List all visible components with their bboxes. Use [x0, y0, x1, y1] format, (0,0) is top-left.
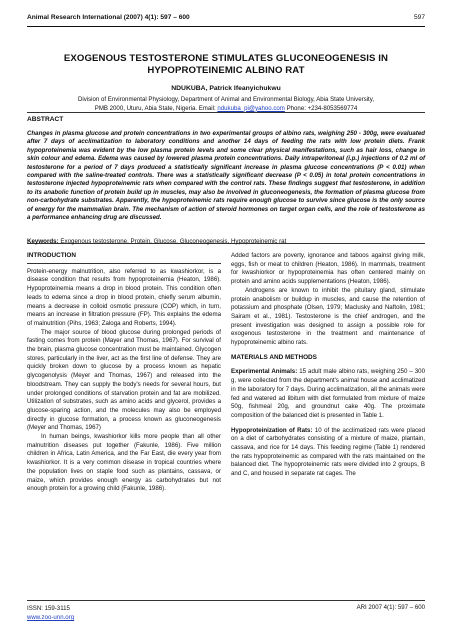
footer-citation: ARI 2007 4(1): 597 – 600 [356, 604, 425, 611]
methods-paragraph-1 [231, 368, 425, 420]
keywords-label: Keywords: [27, 238, 59, 245]
issn: ISSN: 159-3115 [27, 605, 70, 612]
author-name: NDUKUBA, Patrick Ifeanyichukwu [171, 85, 281, 92]
methods-heading: MATERIALS AND METHODS [231, 353, 317, 361]
experimental-animals-text: 15 adult male albino rats, weighing 250 – 300 g, were collected from the department's animal house and acclimatized in the laboratory for 7 days. During acclimatization, all the animals were fed and watered ad libitum with diet formulated from mixture of maize 50g, fishmeal 20g, and groundnut cake 40g. The proximate composition of the balanced diet is presented in Table 1. [231, 368, 425, 419]
header-rule [27, 26, 425, 27]
methods-paragraph-2 [231, 427, 425, 479]
affiliation-address: PMB 2000, Uturu, Abia State, Nigeria. Email: [94, 104, 218, 112]
website-link[interactable]: www.zoo-unn.org [27, 614, 75, 621]
introduction-heading: INTRODUCTION [27, 252, 76, 259]
footer-rule [27, 600, 425, 601]
author-affiliation [27, 96, 425, 113]
affiliation-phone: Phone: +234-8053569774 [284, 104, 358, 112]
intro-paragraph-2: The major source of blood glucose during prolonged periods of fasting comes from protein (Mayer and Thomas, 1967). For survival of the brain, plasma glucose concentration must be maintained. Glycogen stores, particularly in the liver, act as the first line of defense. They are quickly broken down to glucose by a process known as hepatic glycogenolysis (Meyer and Thomas, 1967) and released into the bloodstream. They can supply the body's needs for several hours, but under prolonged conditions of starvation protein and fat are mobilized. Utilization of substrates, such as amino acids and glycerol, provides a glucose-sparing action, and the molecules may also be employed directly in glucose formation, a process known as gluconeogenesis (Meyer and Thomas, 1967) [27, 328, 221, 432]
abstract-text: Changes in plasma glucose and protein concentrations in two experimental groups of albino rats, weighing 250 - 300g, were evaluated after 7 days of acclimatization to laboratory conditions and another 14 days of feeding the rats with low protein diets. Frank hypoproteinemia was evident by the low plasma protein levels and some clear physical manifestations, such as hair loss, change in skin colour and edema. Edema was caused by lowered plasma protein concentrations. Daily intraperitoneal (i.p.) injections of 0.2 ml of testosterone for a period of 7 days produced a statistically significant increase in plasma glucose concentrations (P < 0.01) when compared with the saline-treated controls. There was a statistically significant decrease (P < 0.05) in total protein concentrations in testosterone injected hypoproteinemic rats when compared with the control rats. These findings suggest that testosterone, in addition to its anabolic function of protein build up in muscles, may also be involved in gluconeogenesis, the formation of plasma glucose from non-carbohydrate substrates. Apparently, the hypoproteinemic rats require enough glucose to survive since glucose is the only source of energy for the mammalian brain. The mechanism of action of steroid hormones on target organ cells, and the role of testosterone as a performance enhancing drug are discussed. [27, 130, 425, 222]
intro-paragraph-3: In human beings, kwashiorkor kills more people than all other malnutrition diseases put together (Fakunle, 1986). Five million children in Africa, Latin America, and the Far East, die every year from kwashiorkor. It is a very common disease in tropical countries where the population lives on staple food such as plantains, cassava, or maize, which provides enough energy as carbohydrates but not enough protein for a growing child (Fakunle, 1986). [27, 433, 221, 493]
affiliation-line-1: Division of Environmental Physiology, Department of Animal and Environmental Biology, Abia State University, [77, 96, 375, 103]
footer-left [27, 604, 74, 622]
running-header [27, 14, 425, 26]
abstract-heading: ABSTRACT [27, 116, 64, 123]
hypoproteinization-heading: Hypoproteinization of Rats: [231, 426, 313, 434]
intro-paragraph-4: Added factors are poverty, ignorance and taboos against giving milk, eggs, fish or meat to children (Heaton, 1986). In mammals, treatment for kwashiorkor or hypoproteinemia has often centered mainly on protein and amino acids supplementations (Heaton, 1986). [231, 252, 425, 286]
intro-paragraph-1: Protein-energy malnutrition, also referred to as kwashiorkor, is a disease condition that results from hypoproteinemia (Heaton, 1986). Hypoproteinemia means a drop in blood protein. This condition often leads to edema since a drop in blood protein, chiefly serum albumin, means a decrease in colloid osmotic pressure (COP) which, in turn, means an increase in filtration pressure (FP). This explains the edema of malnutrition (Pihs, 1963; Zaloga and Roberts, 1994). [27, 267, 221, 327]
email-link[interactable]: ndukuba_pi@yahoo.com [217, 104, 285, 112]
keywords-text: Exogenous testosterone, Protein, Glucose, Gluconeogenesis, Hypoproteinemic rat [58, 238, 287, 245]
hypoproteinization-text: 10 of the acclimatized rats were placed on a diet of carbohydrates consisting of a mixture of maize, plantain, cassava, and rice for 14 days. This feeding regime (Table 1) rendered the rats hypoproteinemic as compared with the rats maintained on the balanced diet. The hypoproteinemic rats were divided into 2 groups, B and C, and housed in separate rat cages. The [231, 426, 425, 478]
left-column [27, 252, 221, 494]
article-title: EXOGENOUS TESTOSTERONE STIMULATES GLUCONEOGENESIS IN HYPOPROTEINEMIC ALBINO RAT [63, 53, 389, 76]
keywords [27, 238, 425, 245]
page-number: 597 [413, 14, 425, 21]
journal-citation: Animal Research International (2007) 4(1): 597 – 600 [27, 14, 190, 21]
right-column [231, 252, 425, 479]
intro-paragraph-5: Androgens are known to inhibit the pituitary gland, stimulate protein anabolism or buildup in muscles, and cause the retention of potassium and phosphate (Olsen, 1979; Maclusky and Naftolin, 1981; Sairam et al., 1981). Testosterone is the chief androgen, and the present investigation was designed to assign a possible role for exogenous testosterone in the treatment and maintenance of hypoproteinemic albino rats. [231, 286, 425, 347]
section-rule [27, 263, 221, 264]
experimental-animals-heading: Experimental Animals: [231, 368, 298, 376]
